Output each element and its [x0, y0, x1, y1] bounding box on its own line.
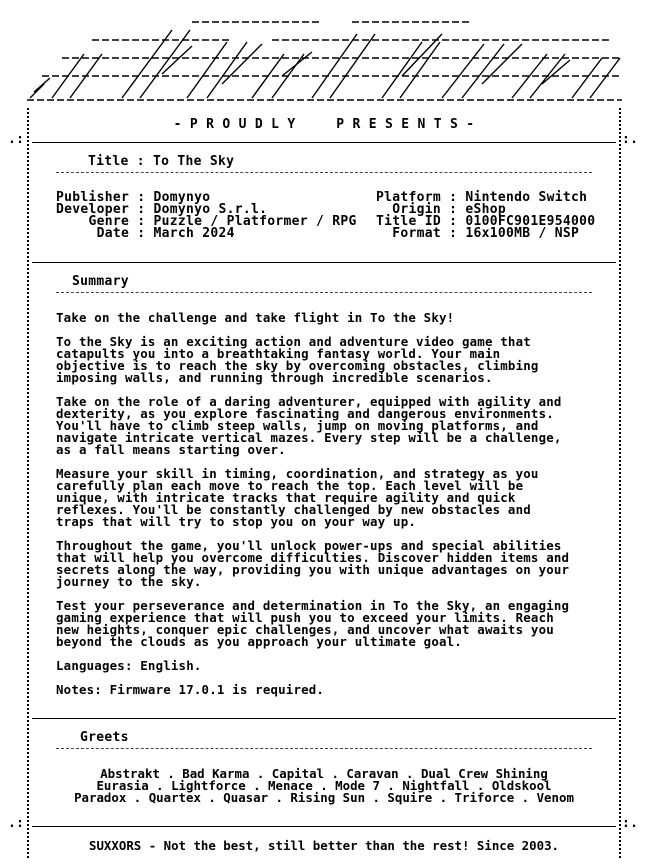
greets-line: Eurasia . Lightforce . Menace . Mode 7 . Nightfall . Oldskool	[96, 778, 552, 793]
footer-line: SUXXORS - Not the best, still better than the rest! Since 2003.	[89, 838, 559, 853]
summary-underline	[56, 292, 592, 293]
divider	[32, 142, 616, 143]
info-row: Date : March 2024	[56, 226, 235, 241]
summary-paragraph: Throughout the game, you'll unlock power-ups and special abilities that will help you overcome difficulties. Discover hidden items and secrets along the way, providing you with unique advantages on your journey to the sky.	[56, 538, 570, 589]
frame-corner: :.	[622, 132, 639, 147]
title-underline	[56, 172, 592, 173]
greets-heading: Greets	[80, 730, 129, 745]
frame-corner: .:	[8, 816, 25, 831]
info-row: Title ID : 0100FC901E954000	[376, 214, 596, 229]
greets-line: Paradox . Quartex . Quasar . Rising Sun . Squire . Triforce . Venom	[74, 790, 574, 805]
frame-right	[619, 108, 621, 858]
title-line: Title : To The Sky	[88, 154, 235, 169]
info-row: Platform : Nintendo Switch	[376, 190, 588, 205]
info-row: Developer : Domynyo S.r.l.	[56, 202, 268, 217]
divider	[32, 718, 616, 719]
summary-paragraph: Test your perseverance and determination in To the Sky, an engaging gaming experience that will push you to exceed your limits. Reach new heights, conquer epic challenges, and uncover what awaits you beyond the clouds as you approach your ultimate goal.	[56, 598, 570, 649]
divider	[32, 826, 616, 827]
summary-paragraph: Take on the challenge and take flight in To the Sky!	[56, 310, 455, 325]
suxxors-logo	[22, 14, 626, 106]
info-row: Origin : eShop	[376, 202, 507, 217]
greets-underline	[56, 748, 592, 749]
summary-paragraph: Take on the role of a daring adventurer, equipped with agility and dexterity, as you explore fascinating and dangerous environments. You'll have to climb steep walls, jump on moving platforms, and navigate intricate vertical mazes. Every step will be a challenge, as a fall means starting over.	[56, 394, 562, 457]
summary-paragraph: To the Sky is an exciting action and adventure video game that catapults you into a breathtaking fantasy world. Your main objective is to reach the sky by overcoming obstacles, climbing imposing walls, and running through incredible scenarios.	[56, 334, 539, 385]
info-row: Format : 16x100MB / NSP	[376, 226, 580, 241]
frame-corner: .:	[8, 132, 25, 147]
summary-paragraph: Measure your skill in timing, coordination, and strategy as you carefully plan each move to reach the top. Each level will be unique, with intricate tracks that require agility and quick reflexes. You'll be constantly challenged by new obstacles and traps that will try to stop you on your way up.	[56, 466, 539, 529]
notes-line: Notes: Firmware 17.0.1 is required.	[56, 682, 325, 697]
languages-line: Languages: English.	[56, 658, 202, 673]
summary-heading: Summary	[72, 274, 129, 289]
frame-corner: :.	[622, 816, 639, 831]
presents-line: - P R O U D L Y P R E S E N T S -	[173, 117, 475, 132]
info-row: Publisher : Domynyo	[56, 190, 211, 205]
greets-line: Abstrakt . Bad Karma . Capital . Caravan . Dual Crew Shining	[100, 766, 548, 781]
info-row: Genre : Puzzle / Platformer / RPG	[56, 214, 357, 229]
divider	[32, 262, 616, 263]
frame-left	[27, 108, 29, 858]
